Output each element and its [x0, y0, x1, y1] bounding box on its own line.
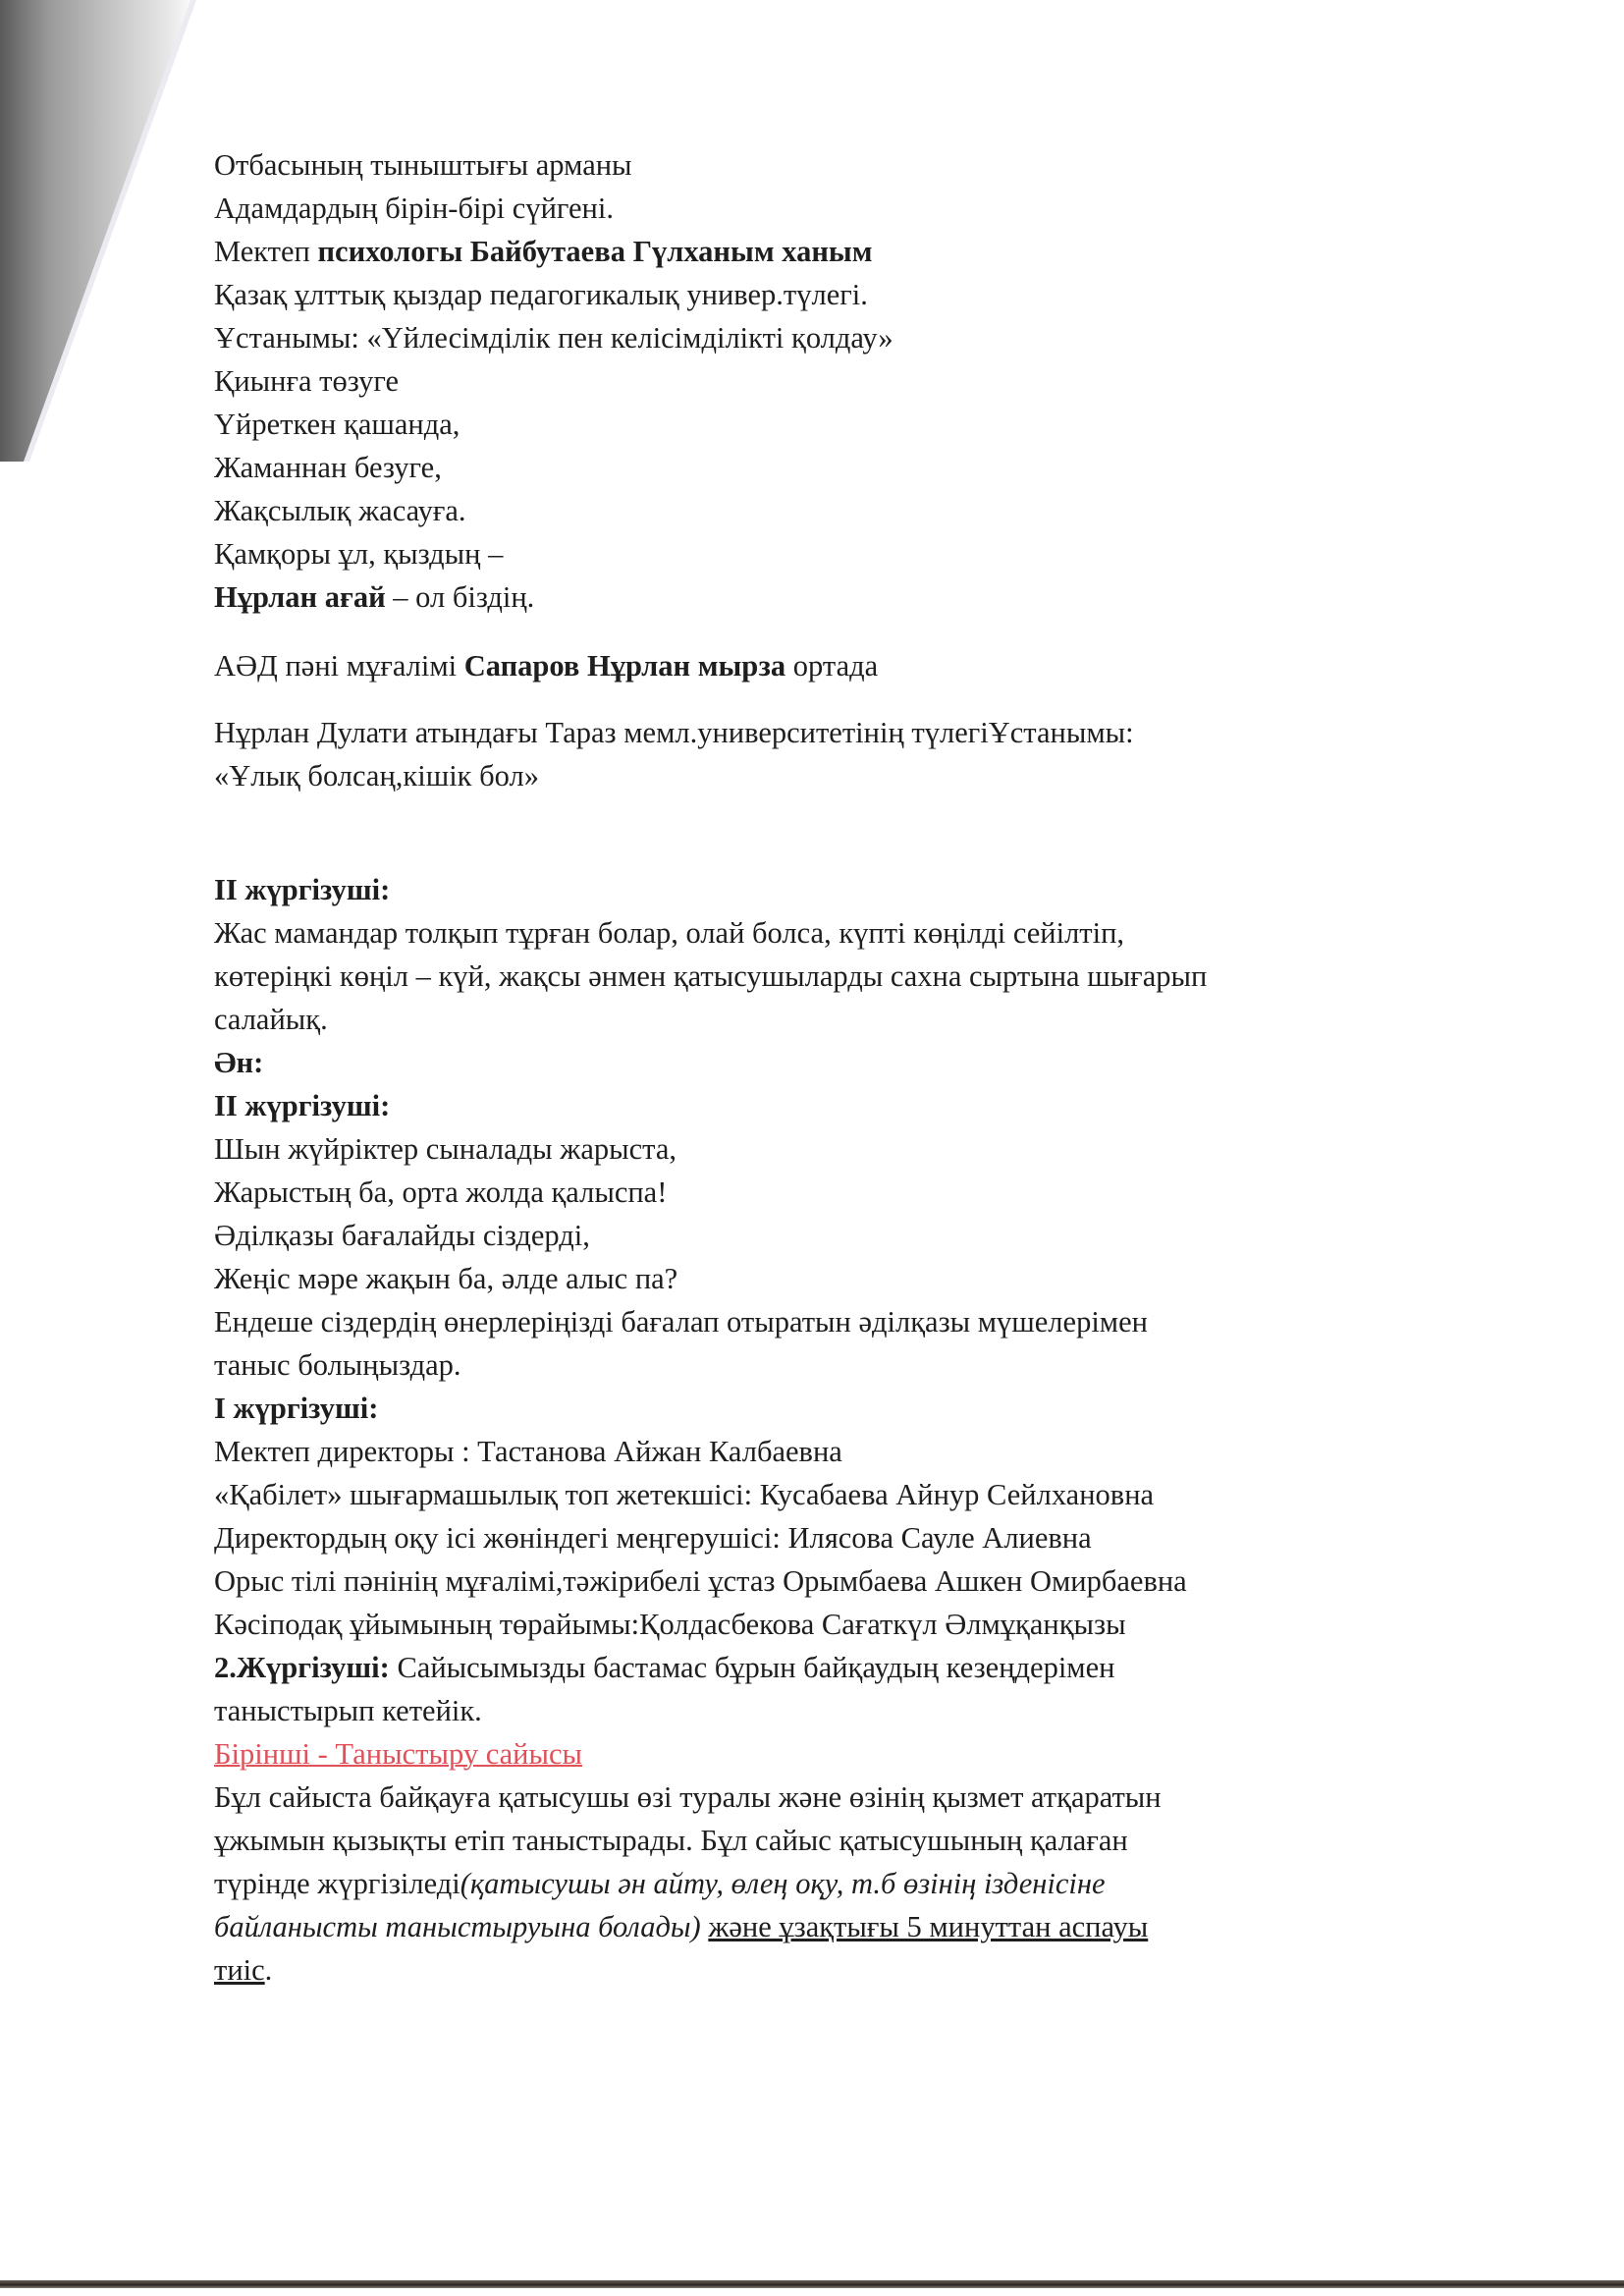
host-label	[214, 872, 390, 907]
host-2-intro	[214, 1650, 1114, 1685]
jury-member: Мектеп директоры : Тастанова Айжан Калбаевна	[214, 1435, 842, 1468]
song-label	[214, 1045, 263, 1080]
verse-line: Қамқоры ұл, қыздың –	[214, 537, 504, 571]
verse-line	[214, 579, 534, 615]
paragraph-line: Бұл сайыста байқауға қатысушы өзі туралы және өзінің қызмет атқаратын	[214, 1780, 1162, 1814]
teacher-name: Сапаров Нұрлан мырза	[463, 649, 786, 683]
underlined-rule: тиіс	[214, 1953, 265, 1987]
paragraph-text: Сайысымызды бастамас бұрын байқаудың кезеңдерімен	[389, 1651, 1115, 1684]
italic-note: байланысты таныстыруына болады)	[214, 1910, 701, 1943]
verse-line: Шын жүйріктер сыналады жарыста,	[214, 1132, 677, 1166]
verse-line: Жеңіс мәре жақын ба, әлде алыс па?	[214, 1262, 678, 1295]
teacher-graduate: Нұрлан Дулати атындағы Тараз мемл.университетінің түлегіҰстанымы:	[214, 716, 1134, 749]
verse-line: Жарыстың ба, орта жолда қалыспа!	[214, 1175, 668, 1209]
jury-member: Кәсіподақ ұйымының төрайымы:Қолдасбекова Сағаткүл Әлмұқанқызы	[214, 1608, 1126, 1641]
teacher-nickname: Нұрлан ағай	[214, 580, 386, 614]
paragraph-line	[214, 1952, 272, 1988]
psychologist-prefix: Мектеп	[214, 235, 318, 268]
paragraph-line: салайық.	[214, 1003, 328, 1036]
paragraph-line	[214, 1866, 1106, 1901]
psychologist-motto: Ұстанымы: «Үйлесімділік пен келісімділікті қолдау»	[214, 321, 893, 355]
song-label-text: Ән:	[214, 1046, 264, 1079]
italic-note: (қатысушы ән айту, өлең оқу, т.б өзінің ізденісіне	[460, 1867, 1106, 1900]
host-2-label: 2.Жүргізуші:	[214, 1651, 390, 1684]
paragraph-line: Ендеше сіздердің өнерлеріңізді бағалап отыратын әділқазы мүшелерімен	[214, 1305, 1148, 1339]
verse-line: Адамдардың бірін-бірі сүйгені.	[214, 191, 614, 225]
teacher-intro	[214, 648, 878, 683]
paragraph-text: түрінде жүргізіледі	[214, 1867, 460, 1900]
host-1-label: І жүргізуші:	[214, 1392, 379, 1425]
host-label	[214, 1088, 390, 1123]
paragraph-line: көтеріңкі көңіл – күй, жақсы әнмен қатысушыларды сахна сыртына шығарып	[214, 959, 1208, 993]
paragraph-line: Жас мамандар толқып тұрған болар, олай болса, күпті көңілді сейілтіп,	[214, 916, 1125, 950]
teacher-motto: «Ұлық болсаң,кішік бол»	[214, 759, 539, 793]
punctuation: .	[264, 1953, 273, 1987]
paragraph-line: таныс болыңыздар.	[214, 1348, 461, 1382]
jury-member: «Қабілет» шығармашылық топ жетекшісі: Кусабаева Айнур Сейлхановна	[214, 1478, 1155, 1511]
underlined-rule: және ұзақтығы 5 минуттан аспауы	[708, 1910, 1149, 1943]
stage-heading: Бірінші - Таныстыру сайысы	[214, 1737, 582, 1771]
verse-line: Отбасының тыныштығы арманы	[214, 148, 632, 182]
psychologist-name: психологы Байбутаева Гүлханым ханым	[317, 235, 873, 268]
paragraph-line: ұжымын қызықты етіп таныстырады. Бұл сайыс қатысушының қалаған	[214, 1824, 1128, 1857]
teacher-suffix: ортада	[785, 649, 879, 683]
scan-bottom-edge	[0, 2280, 1624, 2288]
paragraph-line	[214, 1909, 1148, 1944]
verse-line: Әділқазы бағалайды сіздерді,	[214, 1219, 590, 1252]
verse-line: Қиынға төзуге	[214, 364, 400, 398]
host-2-label: ІІ жүргізуші:	[214, 1089, 391, 1122]
psychologist-graduate: Қазақ ұлттық қыздар педагогикалық универ.түлегі.	[214, 278, 868, 311]
verse-line: Үйреткен қашанда,	[214, 408, 460, 441]
psychologist-intro	[214, 234, 872, 269]
verse-line: Жаманнан безуге,	[214, 451, 442, 484]
teacher-prefix: АӘД пәні мұғалімі	[214, 649, 464, 683]
host-label	[214, 1391, 378, 1426]
jury-member: Директордың оқу ісі жөніндегі меңгерушісі: Илясова Сауле Алиевна	[214, 1521, 1092, 1555]
verse-line-rest: – ол біздің.	[385, 580, 535, 614]
verse-line: Жақсылық жасауға.	[214, 494, 466, 527]
host-2-label: ІІ жүргізуші:	[214, 873, 391, 906]
paragraph-line: таныстырып кетейік.	[214, 1694, 482, 1727]
jury-member: Орыс тілі пәнінің мұғалімі,тәжірибелі ұстаз Орымбаева Ашкен Омирбаевна	[214, 1564, 1187, 1598]
